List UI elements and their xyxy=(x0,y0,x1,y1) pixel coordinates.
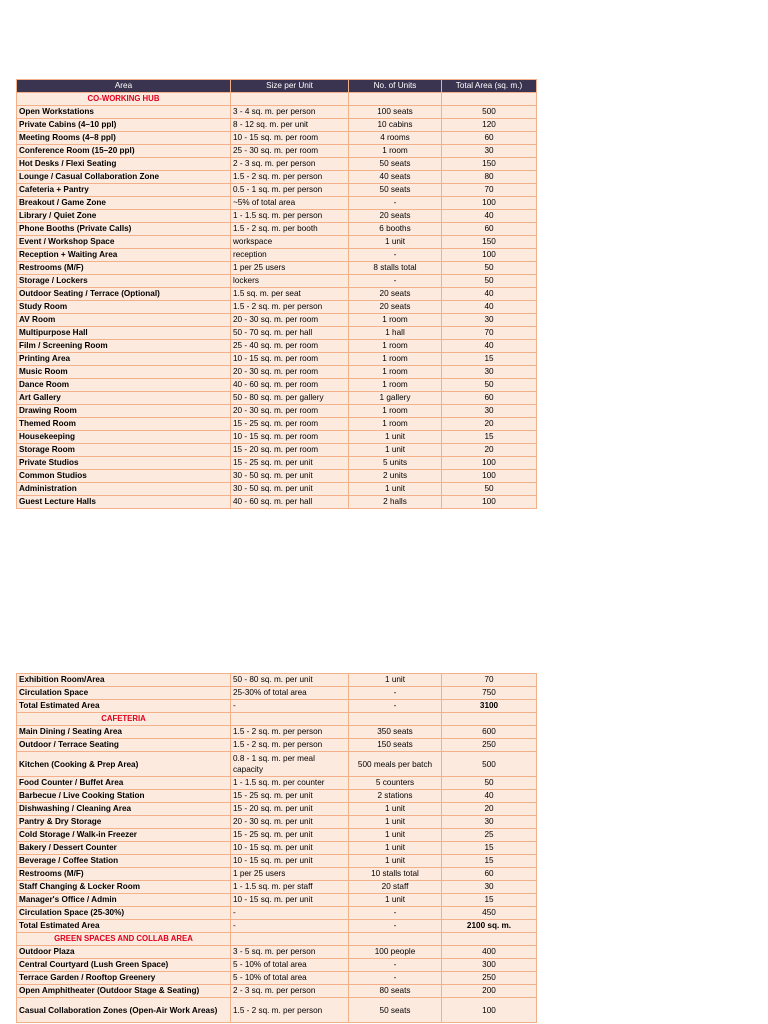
no-of-units-cell: 100 people xyxy=(349,946,442,959)
size-per-unit-cell: 20 - 30 sq. m. per room xyxy=(231,366,349,379)
total-area-cell: 120 xyxy=(442,119,537,132)
no-of-units-cell: - xyxy=(349,920,442,933)
size-per-unit-cell: 2 - 3 sq. m. per person xyxy=(231,158,349,171)
area-cell: Exhibition Room/Area xyxy=(17,674,231,687)
area-cell: Lounge / Casual Collaboration Zone xyxy=(17,171,231,184)
no-of-units-cell: 6 booths xyxy=(349,223,442,236)
area-cell: Private Studios xyxy=(17,457,231,470)
area-cell: Housekeeping xyxy=(17,431,231,444)
area-cell: Art Gallery xyxy=(17,392,231,405)
no-of-units-cell: 350 seats xyxy=(349,726,442,739)
no-of-units-cell: 1 gallery xyxy=(349,392,442,405)
area-cell: Reception + Waiting Area xyxy=(17,249,231,262)
area-cell: Main Dining / Seating Area xyxy=(17,726,231,739)
table-row xyxy=(17,855,537,868)
no-of-units-cell: 1 room xyxy=(349,366,442,379)
no-of-units-cell: 500 meals per batch xyxy=(349,752,442,777)
area-cell: Open Workstations xyxy=(17,106,231,119)
table-row xyxy=(17,726,537,739)
area-cell: Dishwashing / Cleaning Area xyxy=(17,803,231,816)
total-area-cell: 30 xyxy=(442,405,537,418)
size-per-unit-cell: 15 - 25 sq. m. per unit xyxy=(231,829,349,842)
no-of-units-cell: 5 counters xyxy=(349,777,442,790)
no-of-units-cell: 1 hall xyxy=(349,327,442,340)
header-total-area: Total Area (sq. m.) xyxy=(442,80,537,93)
total-area-cell: 30 xyxy=(442,816,537,829)
area-cell: Outdoor / Terrace Seating xyxy=(17,739,231,752)
size-per-unit-cell: 1.5 - 2 sq. m. per person xyxy=(231,998,349,1023)
total-area-cell: 15 xyxy=(442,855,537,868)
size-per-unit-cell: 10 - 15 sq. m. per unit xyxy=(231,855,349,868)
size-per-unit-cell: 15 - 20 sq. m. per unit xyxy=(231,803,349,816)
total-area-cell: 20 xyxy=(442,444,537,457)
area-cell: Drawing Room xyxy=(17,405,231,418)
size-per-unit-cell: 50 - 70 sq. m. per hall xyxy=(231,327,349,340)
size-per-unit-cell: 1.5 - 2 sq. m. per person xyxy=(231,171,349,184)
no-of-units-cell: 20 staff xyxy=(349,881,442,894)
size-per-unit-cell: 2 - 3 sq. m. per person xyxy=(231,985,349,998)
size-per-unit-cell: 20 - 30 sq. m. per room xyxy=(231,405,349,418)
area-cell: Storage / Lockers xyxy=(17,275,231,288)
table-row xyxy=(17,262,537,275)
size-per-unit-cell: 20 - 30 sq. m. per unit xyxy=(231,816,349,829)
section-title: GREEN SPACES AND COLLAB AREA xyxy=(17,933,231,946)
table-row xyxy=(17,249,537,262)
empty-cell xyxy=(231,93,349,106)
section-header-row xyxy=(17,933,537,946)
no-of-units-cell: 8 stalls total xyxy=(349,262,442,275)
area-cell: Storage Room xyxy=(17,444,231,457)
table-row xyxy=(17,457,537,470)
area-cell: Cold Storage / Walk-in Freezer xyxy=(17,829,231,842)
area-cell: Outdoor Seating / Terrace (Optional) xyxy=(17,288,231,301)
area-cell: Guest Lecture Halls xyxy=(17,496,231,509)
size-per-unit-cell: 0.5 - 1 sq. m. per person xyxy=(231,184,349,197)
total-area-cell: 150 xyxy=(442,236,537,249)
area-cell: Circulation Space (25-30%) xyxy=(17,907,231,920)
table-row xyxy=(17,327,537,340)
no-of-units-cell: 1 unit xyxy=(349,444,442,457)
no-of-units-cell: 1 room xyxy=(349,145,442,158)
total-area-cell: 100 xyxy=(442,470,537,483)
total-area-cell: 60 xyxy=(442,868,537,881)
total-area-cell: 100 xyxy=(442,998,537,1023)
area-cell: Circulation Space xyxy=(17,687,231,700)
section-title: CAFETERIA xyxy=(17,713,231,726)
table-row xyxy=(17,223,537,236)
area-cell: Casual Collaboration Zones (Open-Air Work Areas) xyxy=(17,998,231,1023)
size-per-unit-cell: 1 per 25 users xyxy=(231,262,349,275)
size-per-unit-cell: 25-30% of total area xyxy=(231,687,349,700)
area-cell: Film / Screening Room xyxy=(17,340,231,353)
table-row xyxy=(17,314,537,327)
section-header-row xyxy=(17,713,537,726)
area-cell: Restrooms (M/F) xyxy=(17,262,231,275)
size-per-unit-cell: 20 - 30 sq. m. per room xyxy=(231,314,349,327)
no-of-units-cell: - xyxy=(349,959,442,972)
table-row xyxy=(17,184,537,197)
no-of-units-cell: - xyxy=(349,687,442,700)
no-of-units-cell: 1 unit xyxy=(349,842,442,855)
area-cell: Outdoor Plaza xyxy=(17,946,231,959)
table-row xyxy=(17,946,537,959)
no-of-units-cell: - xyxy=(349,249,442,262)
table-row xyxy=(17,687,537,700)
size-per-unit-cell: workspace xyxy=(231,236,349,249)
header-area: Area xyxy=(17,80,231,93)
size-per-unit-cell: 3 - 5 sq. m. per person xyxy=(231,946,349,959)
table-row xyxy=(17,405,537,418)
header-row xyxy=(17,80,537,93)
size-per-unit-cell: 50 - 80 sq. m. per unit xyxy=(231,674,349,687)
total-area-cell: 250 xyxy=(442,972,537,985)
total-area-cell: 300 xyxy=(442,959,537,972)
total-area-cell: 100 xyxy=(442,457,537,470)
size-per-unit-cell: lockers xyxy=(231,275,349,288)
no-of-units-cell: 1 unit xyxy=(349,803,442,816)
size-per-unit-cell: 15 - 25 sq. m. per room xyxy=(231,418,349,431)
table-row xyxy=(17,816,537,829)
size-per-unit-cell: 8 - 12 sq. m. per unit xyxy=(231,119,349,132)
total-area-cell: 750 xyxy=(442,687,537,700)
no-of-units-cell: 50 seats xyxy=(349,998,442,1023)
area-cell: Breakout / Game Zone xyxy=(17,197,231,210)
no-of-units-cell: 1 unit xyxy=(349,894,442,907)
size-per-unit-cell: 10 - 15 sq. m. per room xyxy=(231,353,349,366)
area-cell: Library / Quiet Zone xyxy=(17,210,231,223)
total-area-cell: 2100 sq. m. xyxy=(442,920,537,933)
table-row xyxy=(17,739,537,752)
area-cell: Terrace Garden / Rooftop Greenery xyxy=(17,972,231,985)
size-per-unit-cell: 1.5 - 2 sq. m. per person xyxy=(231,726,349,739)
total-area-cell: 200 xyxy=(442,985,537,998)
size-per-unit-cell: 1.5 - 2 sq. m. per person xyxy=(231,739,349,752)
size-per-unit-cell: 1 - 1.5 sq. m. per staff xyxy=(231,881,349,894)
area-cell: Study Room xyxy=(17,301,231,314)
size-per-unit-cell: reception xyxy=(231,249,349,262)
empty-cell xyxy=(442,93,537,106)
total-area-cell: 400 xyxy=(442,946,537,959)
no-of-units-cell: 2 stations xyxy=(349,790,442,803)
area-cell: AV Room xyxy=(17,314,231,327)
area-cell: Music Room xyxy=(17,366,231,379)
empty-cell xyxy=(349,93,442,106)
size-per-unit-cell: 30 - 50 sq. m. per unit xyxy=(231,470,349,483)
total-area-cell: 20 xyxy=(442,803,537,816)
table-row xyxy=(17,868,537,881)
total-area-cell: 50 xyxy=(442,483,537,496)
table-row xyxy=(17,353,537,366)
table-row xyxy=(17,829,537,842)
no-of-units-cell: 1 room xyxy=(349,405,442,418)
total-area-cell: 50 xyxy=(442,379,537,392)
size-per-unit-cell: ~5% of total area xyxy=(231,197,349,210)
total-area-cell: 60 xyxy=(442,223,537,236)
size-per-unit-cell: 1.5 - 2 sq. m. per booth xyxy=(231,223,349,236)
table-row xyxy=(17,959,537,972)
table-row xyxy=(17,777,537,790)
no-of-units-cell: 5 units xyxy=(349,457,442,470)
total-area-cell: 30 xyxy=(442,314,537,327)
no-of-units-cell: 40 seats xyxy=(349,171,442,184)
total-area-cell: 3100 xyxy=(442,700,537,713)
size-per-unit-cell: 15 - 25 sq. m. per unit xyxy=(231,457,349,470)
area-cell: Open Amphitheater (Outdoor Stage & Seating) xyxy=(17,985,231,998)
table-row xyxy=(17,366,537,379)
table-row xyxy=(17,301,537,314)
total-row xyxy=(17,700,537,713)
size-per-unit-cell: 5 - 10% of total area xyxy=(231,972,349,985)
size-per-unit-cell: 15 - 20 sq. m. per room xyxy=(231,444,349,457)
area-cell: Cafeteria + Pantry xyxy=(17,184,231,197)
size-per-unit-cell: 0.8 - 1 sq. m. per meal capacity xyxy=(231,752,349,777)
no-of-units-cell: 2 units xyxy=(349,470,442,483)
total-area-cell: 70 xyxy=(442,184,537,197)
total-area-cell: 30 xyxy=(442,145,537,158)
size-per-unit-cell: 3 - 4 sq. m. per person xyxy=(231,106,349,119)
area-cell: Dance Room xyxy=(17,379,231,392)
area-cell: Multipurpose Hall xyxy=(17,327,231,340)
no-of-units-cell: 1 room xyxy=(349,353,442,366)
total-area-cell: 40 xyxy=(442,210,537,223)
no-of-units-cell: - xyxy=(349,972,442,985)
no-of-units-cell: 10 cabins xyxy=(349,119,442,132)
table-row xyxy=(17,972,537,985)
table-row xyxy=(17,106,537,119)
size-per-unit-cell: 40 - 60 sq. m. per hall xyxy=(231,496,349,509)
empty-cell xyxy=(442,713,537,726)
total-area-cell: 100 xyxy=(442,249,537,262)
no-of-units-cell: 10 stalls total xyxy=(349,868,442,881)
no-of-units-cell: - xyxy=(349,275,442,288)
size-per-unit-cell: 5 - 10% of total area xyxy=(231,959,349,972)
size-per-unit-cell: 40 - 60 sq. m. per room xyxy=(231,379,349,392)
no-of-units-cell: 1 room xyxy=(349,379,442,392)
area-cell: Common Studios xyxy=(17,470,231,483)
table-row xyxy=(17,803,537,816)
area-cell: Conference Room (15–20 ppl) xyxy=(17,145,231,158)
area-cell: Barbecue / Live Cooking Station xyxy=(17,790,231,803)
area-cell: Themed Room xyxy=(17,418,231,431)
area-cell: Central Courtyard (Lush Green Space) xyxy=(17,959,231,972)
size-per-unit-cell: 10 - 15 sq. m. per room xyxy=(231,132,349,145)
no-of-units-cell: 20 seats xyxy=(349,288,442,301)
size-per-unit-cell: 1.5 sq. m. per seat xyxy=(231,288,349,301)
area-cell: Hot Desks / Flexi Seating xyxy=(17,158,231,171)
area-cell: Restrooms (M/F) xyxy=(17,868,231,881)
no-of-units-cell: 1 room xyxy=(349,418,442,431)
table-row xyxy=(17,236,537,249)
no-of-units-cell: - xyxy=(349,700,442,713)
size-per-unit-cell: 10 - 15 sq. m. per unit xyxy=(231,842,349,855)
area-cell: Meeting Rooms (4–8 ppl) xyxy=(17,132,231,145)
size-per-unit-cell: 10 - 15 sq. m. per room xyxy=(231,431,349,444)
table-row xyxy=(17,881,537,894)
total-area-cell: 70 xyxy=(442,327,537,340)
size-per-unit-cell: - xyxy=(231,700,349,713)
total-area-cell: 600 xyxy=(442,726,537,739)
area-cell: Total Estimated Area xyxy=(17,920,231,933)
header-no-of-units: No. of Units xyxy=(349,80,442,93)
size-per-unit-cell: 1 per 25 users xyxy=(231,868,349,881)
total-area-cell: 40 xyxy=(442,288,537,301)
area-cell: Event / Workshop Space xyxy=(17,236,231,249)
area-cell: Staff Changing & Locker Room xyxy=(17,881,231,894)
table-row xyxy=(17,894,537,907)
table-row xyxy=(17,145,537,158)
total-area-cell: 30 xyxy=(442,881,537,894)
total-area-cell: 250 xyxy=(442,739,537,752)
table-row xyxy=(17,496,537,509)
total-area-cell: 50 xyxy=(442,262,537,275)
total-area-cell: 30 xyxy=(442,366,537,379)
table-row xyxy=(17,674,537,687)
area-cell: Food Counter / Buffet Area xyxy=(17,777,231,790)
area-cell: Manager's Office / Admin xyxy=(17,894,231,907)
table-row xyxy=(17,197,537,210)
area-cell: Pantry & Dry Storage xyxy=(17,816,231,829)
no-of-units-cell: - xyxy=(349,907,442,920)
total-area-cell: 100 xyxy=(442,197,537,210)
size-per-unit-cell: 25 - 30 sq. m. per room xyxy=(231,145,349,158)
table-row xyxy=(17,752,537,777)
table-row xyxy=(17,275,537,288)
table-row xyxy=(17,392,537,405)
size-per-unit-cell: - xyxy=(231,907,349,920)
total-area-cell: 25 xyxy=(442,829,537,842)
table-row xyxy=(17,119,537,132)
total-area-cell: 15 xyxy=(442,894,537,907)
no-of-units-cell: 1 unit xyxy=(349,829,442,842)
total-area-cell: 80 xyxy=(442,171,537,184)
area-table-part-2 xyxy=(16,673,537,1023)
no-of-units-cell: 4 rooms xyxy=(349,132,442,145)
total-area-cell: 15 xyxy=(442,842,537,855)
total-row xyxy=(17,920,537,933)
section-header-row xyxy=(17,93,537,106)
area-cell: Kitchen (Cooking & Prep Area) xyxy=(17,752,231,777)
total-area-cell: 20 xyxy=(442,418,537,431)
no-of-units-cell: 20 seats xyxy=(349,301,442,314)
table-row xyxy=(17,340,537,353)
table-row xyxy=(17,158,537,171)
no-of-units-cell: 1 unit xyxy=(349,855,442,868)
total-area-cell: 50 xyxy=(442,777,537,790)
no-of-units-cell: 50 seats xyxy=(349,184,442,197)
size-per-unit-cell: 50 - 80 sq. m. per gallery xyxy=(231,392,349,405)
table-row xyxy=(17,431,537,444)
section-title: CO-WORKING HUB xyxy=(17,93,231,106)
table-row xyxy=(17,444,537,457)
total-area-cell: 500 xyxy=(442,106,537,119)
area-cell: Phone Booths (Private Calls) xyxy=(17,223,231,236)
area-table-part-1 xyxy=(16,79,537,509)
total-area-cell: 15 xyxy=(442,353,537,366)
no-of-units-cell: 50 seats xyxy=(349,158,442,171)
area-cell: Private Cabins (4–10 ppl) xyxy=(17,119,231,132)
no-of-units-cell: 100 seats xyxy=(349,106,442,119)
size-per-unit-cell: 15 - 25 sq. m. per unit xyxy=(231,790,349,803)
total-area-cell: 70 xyxy=(442,674,537,687)
total-area-cell: 40 xyxy=(442,340,537,353)
table-row xyxy=(17,288,537,301)
no-of-units-cell: 1 unit xyxy=(349,236,442,249)
total-area-cell: 40 xyxy=(442,790,537,803)
no-of-units-cell: 80 seats xyxy=(349,985,442,998)
size-per-unit-cell: 1 - 1.5 sq. m. per counter xyxy=(231,777,349,790)
no-of-units-cell: 1 unit xyxy=(349,483,442,496)
total-area-cell: 100 xyxy=(442,496,537,509)
table-row xyxy=(17,790,537,803)
total-area-cell: 150 xyxy=(442,158,537,171)
no-of-units-cell: 1 unit xyxy=(349,431,442,444)
no-of-units-cell: 150 seats xyxy=(349,739,442,752)
table-row xyxy=(17,907,537,920)
area-cell: Administration xyxy=(17,483,231,496)
empty-cell xyxy=(231,713,349,726)
no-of-units-cell: 20 seats xyxy=(349,210,442,223)
table-row xyxy=(17,842,537,855)
table-row xyxy=(17,483,537,496)
no-of-units-cell: 1 unit xyxy=(349,816,442,829)
table-row xyxy=(17,379,537,392)
no-of-units-cell: 1 unit xyxy=(349,674,442,687)
total-area-cell: 50 xyxy=(442,275,537,288)
empty-cell xyxy=(349,713,442,726)
empty-cell xyxy=(231,933,349,946)
table-row xyxy=(17,132,537,145)
area-cell: Beverage / Coffee Station xyxy=(17,855,231,868)
table-row xyxy=(17,171,537,184)
area-cell: Bakery / Dessert Counter xyxy=(17,842,231,855)
table-row xyxy=(17,470,537,483)
total-area-cell: 60 xyxy=(442,392,537,405)
table-row xyxy=(17,210,537,223)
no-of-units-cell: 2 halls xyxy=(349,496,442,509)
table-row xyxy=(17,985,537,998)
total-area-cell: 450 xyxy=(442,907,537,920)
size-per-unit-cell: 10 - 15 sq. m. per unit xyxy=(231,894,349,907)
no-of-units-cell: 1 room xyxy=(349,340,442,353)
total-area-cell: 500 xyxy=(442,752,537,777)
table-row xyxy=(17,998,537,1023)
table-row xyxy=(17,418,537,431)
empty-cell xyxy=(349,933,442,946)
no-of-units-cell: 1 room xyxy=(349,314,442,327)
size-per-unit-cell: - xyxy=(231,920,349,933)
size-per-unit-cell: 1 - 1.5 sq. m. per person xyxy=(231,210,349,223)
total-area-cell: 40 xyxy=(442,301,537,314)
area-cell: Total Estimated Area xyxy=(17,700,231,713)
no-of-units-cell: - xyxy=(349,197,442,210)
empty-cell xyxy=(442,933,537,946)
total-area-cell: 15 xyxy=(442,431,537,444)
size-per-unit-cell: 30 - 50 sq. m. per unit xyxy=(231,483,349,496)
header-size-per-unit: Size per Unit xyxy=(231,80,349,93)
total-area-cell: 60 xyxy=(442,132,537,145)
area-cell: Printing Area xyxy=(17,353,231,366)
size-per-unit-cell: 25 - 40 sq. m. per room xyxy=(231,340,349,353)
size-per-unit-cell: 1.5 - 2 sq. m. per person xyxy=(231,301,349,314)
